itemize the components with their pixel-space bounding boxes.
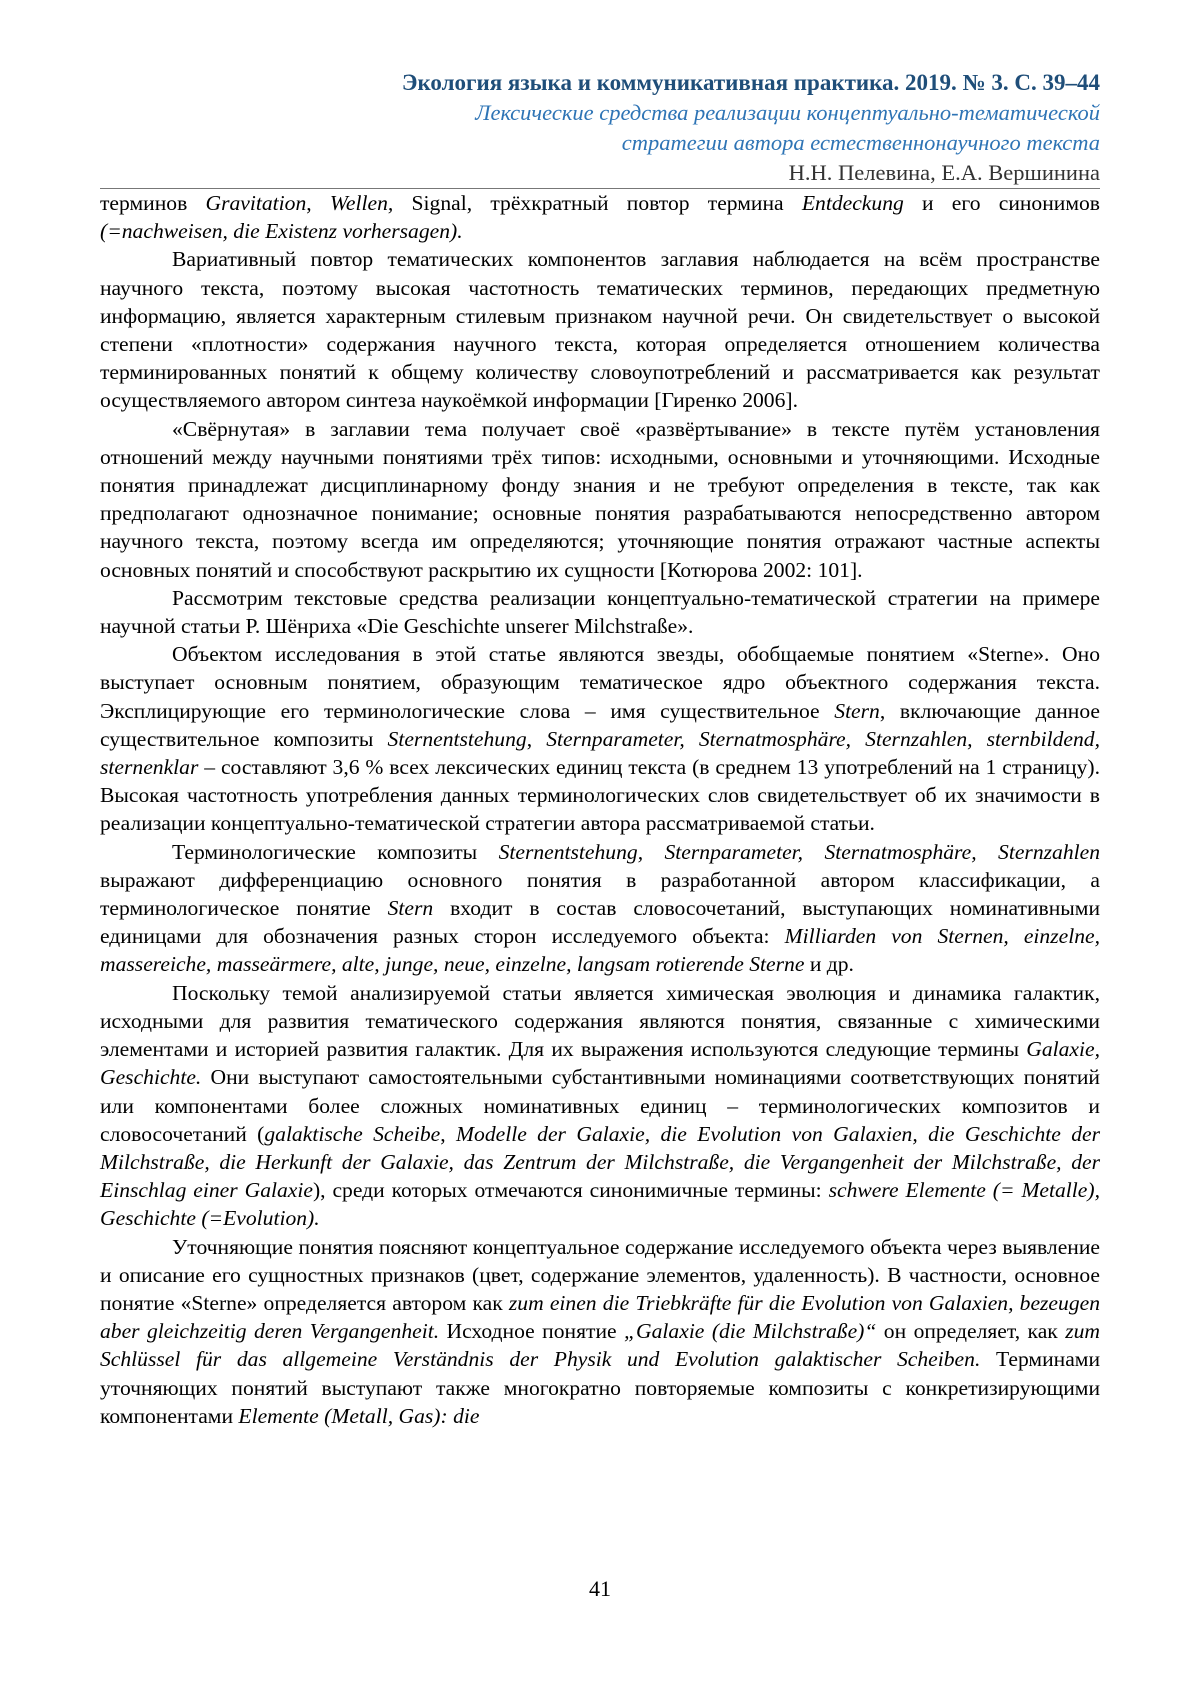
running-header — [100, 68, 1100, 188]
text-run: и др. — [804, 952, 854, 977]
italic-term: galaktische Scheibe — [264, 1121, 441, 1146]
text-run: «Свёрнутая» в заглавии тема получает своё «развёртывание» в тексте путём установления отношений между научными понятиями трёх типов: исходными, основными и уточняющими. Исходные понятия принадлежат дисциплинарному фонду знания и не требуют определения в тексте, так как предполагают однозначное понимание; основные понятия разрабатываются непосредственно автором научного текста, поэтому всегда им определяются; уточняющие понятия отражают частные аспекты основных понятий и способствуют раскрытию их сущности [Котюрова 2002: 101]. — [100, 416, 1100, 582]
text-run: Терминологические композиты — [172, 839, 499, 864]
text-run: Поскольку темой анализируемой статьи является химическая эволюция и динамика галактик, исходными для развития тематического содержания являются понятия, связанные с химическими элементами и историей развития галактик. Для их выражения используются следующие термины — [100, 980, 1100, 1062]
italic-term: Elemente (Metall, Gas): die — [238, 1403, 480, 1428]
page-number: 41 — [589, 1576, 611, 1601]
paragraph — [100, 1233, 1100, 1430]
italic-term: Galaxie, Geschichte. — [100, 1037, 1100, 1090]
italic-term: schwere Elemente (= Metalle), Geschichte (=Evolution). — [100, 1178, 1100, 1231]
text-run: терминов — [100, 191, 206, 215]
text-run: Вариативный повтор тематических компонентов заглавия наблюдается на всём пространстве научного текста, поэтому высокая частотность тематических терминов, передающих предметную информацию, является характерным стилевым признаком научной речи. Он свидетельствует о высокой степени «плотности» содержания научного текста, которая определяется отношением количества терминированных понятий к общему количеству словоупотреблений и рассматривается как результат осуществляемого автором синтеза наукоёмкой информации [Гиренко 2006]. — [100, 247, 1100, 413]
body-text — [100, 189, 1100, 1430]
text-run: Они выступают самостоятельными субстантивными номинациями соответствующих понятий или компонентами более сложных номинативных единиц – терминологических композитов и словосочетаний ( — [100, 1065, 1100, 1146]
italic-term: Entdeckung — [801, 191, 904, 215]
italic-term: zum einen die Triebkräfte für die Evolution von Galaxien, bezeugen aber gleichzeitig deren Vergangenheit. — [100, 1290, 1100, 1344]
italic-term: Stern — [834, 698, 880, 723]
italic-term: Modelle der Galaxie, die Evolution von Galaxien, die Geschichte der Milchstraße, die Herkunft der Galaxie, das Zentrum der Milchstraße, die Vergangenheit der Milchstraße, der Einschlag einer Galaxie — [100, 1121, 1100, 1203]
italic-term: zum Schlüssel für das allgemeine Verständnis der Physik und Evolution galaktischer Scheiben. — [100, 1319, 1100, 1372]
italic-term: (=nachweisen, die Existenz vorhersagen). — [100, 219, 463, 244]
journal-citation: Экология языка и коммуникативная практика. 2019. № 3. С. 39–44 — [401, 70, 1100, 95]
text-run: входит в состав словосочетаний, выступающих номинативными единицами для обозначения разных сторон исследуемого объекта: — [100, 896, 1100, 949]
text-run: , — [440, 1121, 457, 1146]
text-run: , — [526, 726, 547, 751]
italic-term: Milliarden von Sternen, einzelne, massereiche, masseärmere, alte, junge, neue, einzelne, langsam rotierende Sterne — [100, 924, 1100, 977]
text-run: ), среди которых отмечаются синонимичные термины: — [312, 1178, 829, 1203]
text-run: Уточняющие понятия поясняют концептуальное содержание исследуемого объекта через выявление и описание его сущностных признаков (цвет, содержание элементов, удаленность). В частности, основное понятие «Sterne» определяется автором как — [100, 1234, 1100, 1315]
text-run: Signal, трёхкратный повтор термина — [393, 191, 802, 215]
text-run: Исходное понятие — [439, 1319, 625, 1344]
italic-term: Gravitation — [205, 191, 307, 215]
article-title-line-2: стратегии автора естественнонаучного текста — [621, 130, 1100, 155]
text-run: Объектом исследования в этой статье являются звезды, обобщаемые понятием «Sterne». Оно выступает основным понятием, образующим тематическое ядро объектного содержания текста. Эксплицирующие его терминологические слова – имя существительное — [100, 642, 1100, 723]
text-run: он определяет, как — [876, 1319, 1066, 1344]
article-authors: Н.Н. Пелевина, Е.А. Вершинина — [788, 160, 1100, 185]
text-run: , — [306, 191, 330, 215]
paragraph — [100, 584, 1100, 640]
text-run: – составляют 3,6 % всех лексических единиц текста (в среднем 13 употреблений на 1 страницу). Высокая частотность употребления данных терминологических слов свидетельствует об их значимости в реализации концептуально-тематической стратегии автора рассматриваемой статьи. — [100, 755, 1100, 836]
italic-term: Stern — [387, 896, 434, 921]
text-run: и его синонимов — [903, 191, 1100, 215]
paragraph — [100, 245, 1100, 414]
paragraph — [100, 838, 1100, 979]
paragraph — [100, 189, 1100, 245]
italic-term: Sternentstehung, Sternparameter, Sternatmosphäre, Sternzahlen — [498, 839, 1100, 864]
text-run: Терминами уточняющих понятий выступают также многократно повторяемые композиты с конкретизирующими компонентами — [100, 1347, 1100, 1428]
italic-term: Sternentstehung — [387, 726, 527, 751]
paragraph — [100, 640, 1100, 837]
text-run: , включающие данное существительное композиты — [100, 698, 1100, 751]
paragraph — [100, 979, 1100, 1233]
text-run: выражают дифференциацию основного понятия в разработанной автором классификации, а терминологическое понятие — [100, 867, 1100, 921]
italic-term: Wellen, — [329, 191, 394, 215]
italic-term: Sternparameter, Sternatmosphäre, Sternzahlen, sternbildend, sternenklar — [100, 726, 1100, 780]
italic-term: „Galaxie (die Milchstraße)“ — [624, 1319, 877, 1344]
paragraph — [100, 415, 1100, 584]
text-run: Рассмотрим текстовые средства реализации концептуально-тематической стратегии на примере научной статьи Р. Шёнриха «Die Geschichte unserer Milchstraße». — [100, 585, 1100, 639]
article-title-line-1: Лексические средства реализации концептуально-тематической — [475, 100, 1100, 125]
